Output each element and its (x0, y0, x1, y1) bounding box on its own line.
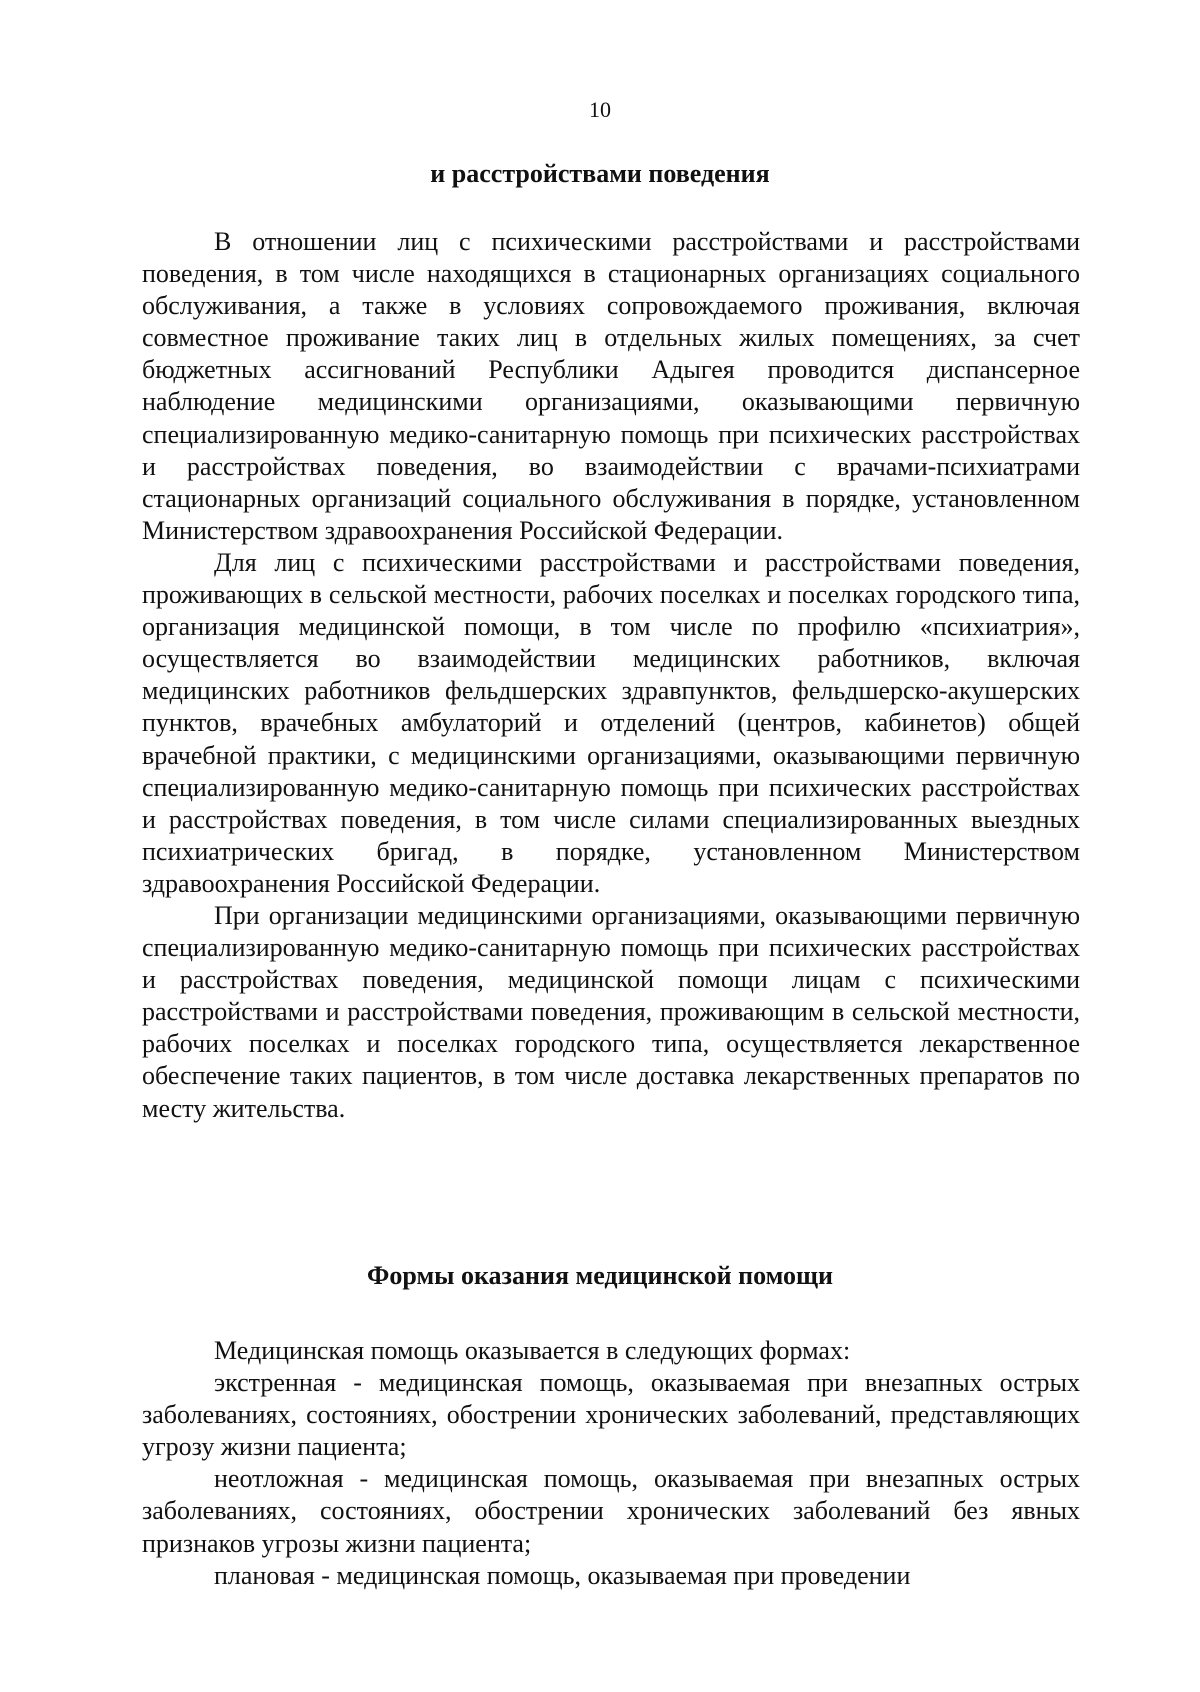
section-heading-care-forms: Формы оказания медицинской помощи (367, 1261, 833, 1290)
page-number: 10 (589, 97, 611, 122)
section-body-behavior-disorders (142, 226, 1080, 1125)
paragraph-urgent-form: неотложная - медицинская помощь, оказываемая при внезапных острых заболеваниях, состояниях, обострении хронических заболеваний без явных признаков угрозы жизни пациента; (142, 1464, 1080, 1558)
paragraph-dispensary-observation: В отношении лиц с психическими расстройствами и расстройствами поведения, в том числе находящихся в стационарных организациях социального обслуживания, а также в условиях сопровождаемого проживания, включая совместное проживание таких лиц в отдельных жилых помещениях, за счет бюджетных ассигнований Республики Адыгея проводится диспансерное наблюдение медицинскими организациями, оказывающими первичную специализированную медико-санитарную помощь при психических расстройствах и расстройствах поведения, во взаимодействии с врачами-психиатрами стационарных организаций социального обслуживания в порядке, установленном Министерством здравоохранения Российской Федерации. (142, 227, 1080, 545)
section-heading-behavior-disorders: и расстройствами поведения (430, 159, 770, 188)
paragraph-planned-form: плановая - медицинская помощь, оказываемая при проведении (214, 1560, 911, 1590)
paragraph-rural-care: Для лиц с психическими расстройствами и расстройствами поведения, проживающих в сельской местности, рабочих поселках и поселках городского типа, организация медицинской помощи, в том числе по профилю «психиатрия», осуществляется во взаимодействии медицинских работников, включая медицинских работников фельдшерских здравпунктов, фельдшерско-акушерских пунктов, врачебных амбулаторий и отделений (центров, кабинетов) общей врачебной практики, с медицинскими организациями, оказывающими первичную специализированную медико-санитарную помощь при психических расстройствах и расстройствах поведения, в том числе силами специализированных выездных психиатрических бригад, в порядке, установленном Министерством здравоохранения Российской Федерации. (142, 547, 1080, 898)
paragraph-forms-intro: Медицинская помощь оказывается в следующих формах: (214, 1336, 851, 1365)
paragraph-emergency-form: экстренная - медицинская помощь, оказываемая при внезапных острых заболеваниях, состояниях, обострении хронических заболеваний, представляющих угрозу жизни пациента; (142, 1368, 1080, 1462)
section-body-care-forms (142, 1335, 1080, 1592)
paragraph-drug-supply: При организации медицинскими организациями, оказывающими первичную специализированную медико-санитарную помощь при психических расстройствах и расстройствах поведения, медицинской помощи лицам с психическими расстройствами и расстройствами поведения, проживающим в сельской местности, рабочих поселках и поселках городского типа, осуществляется лекарственное обеспечение таких пациентов, в том числе доставка лекарственных препаратов по месту жительства. (142, 900, 1080, 1123)
